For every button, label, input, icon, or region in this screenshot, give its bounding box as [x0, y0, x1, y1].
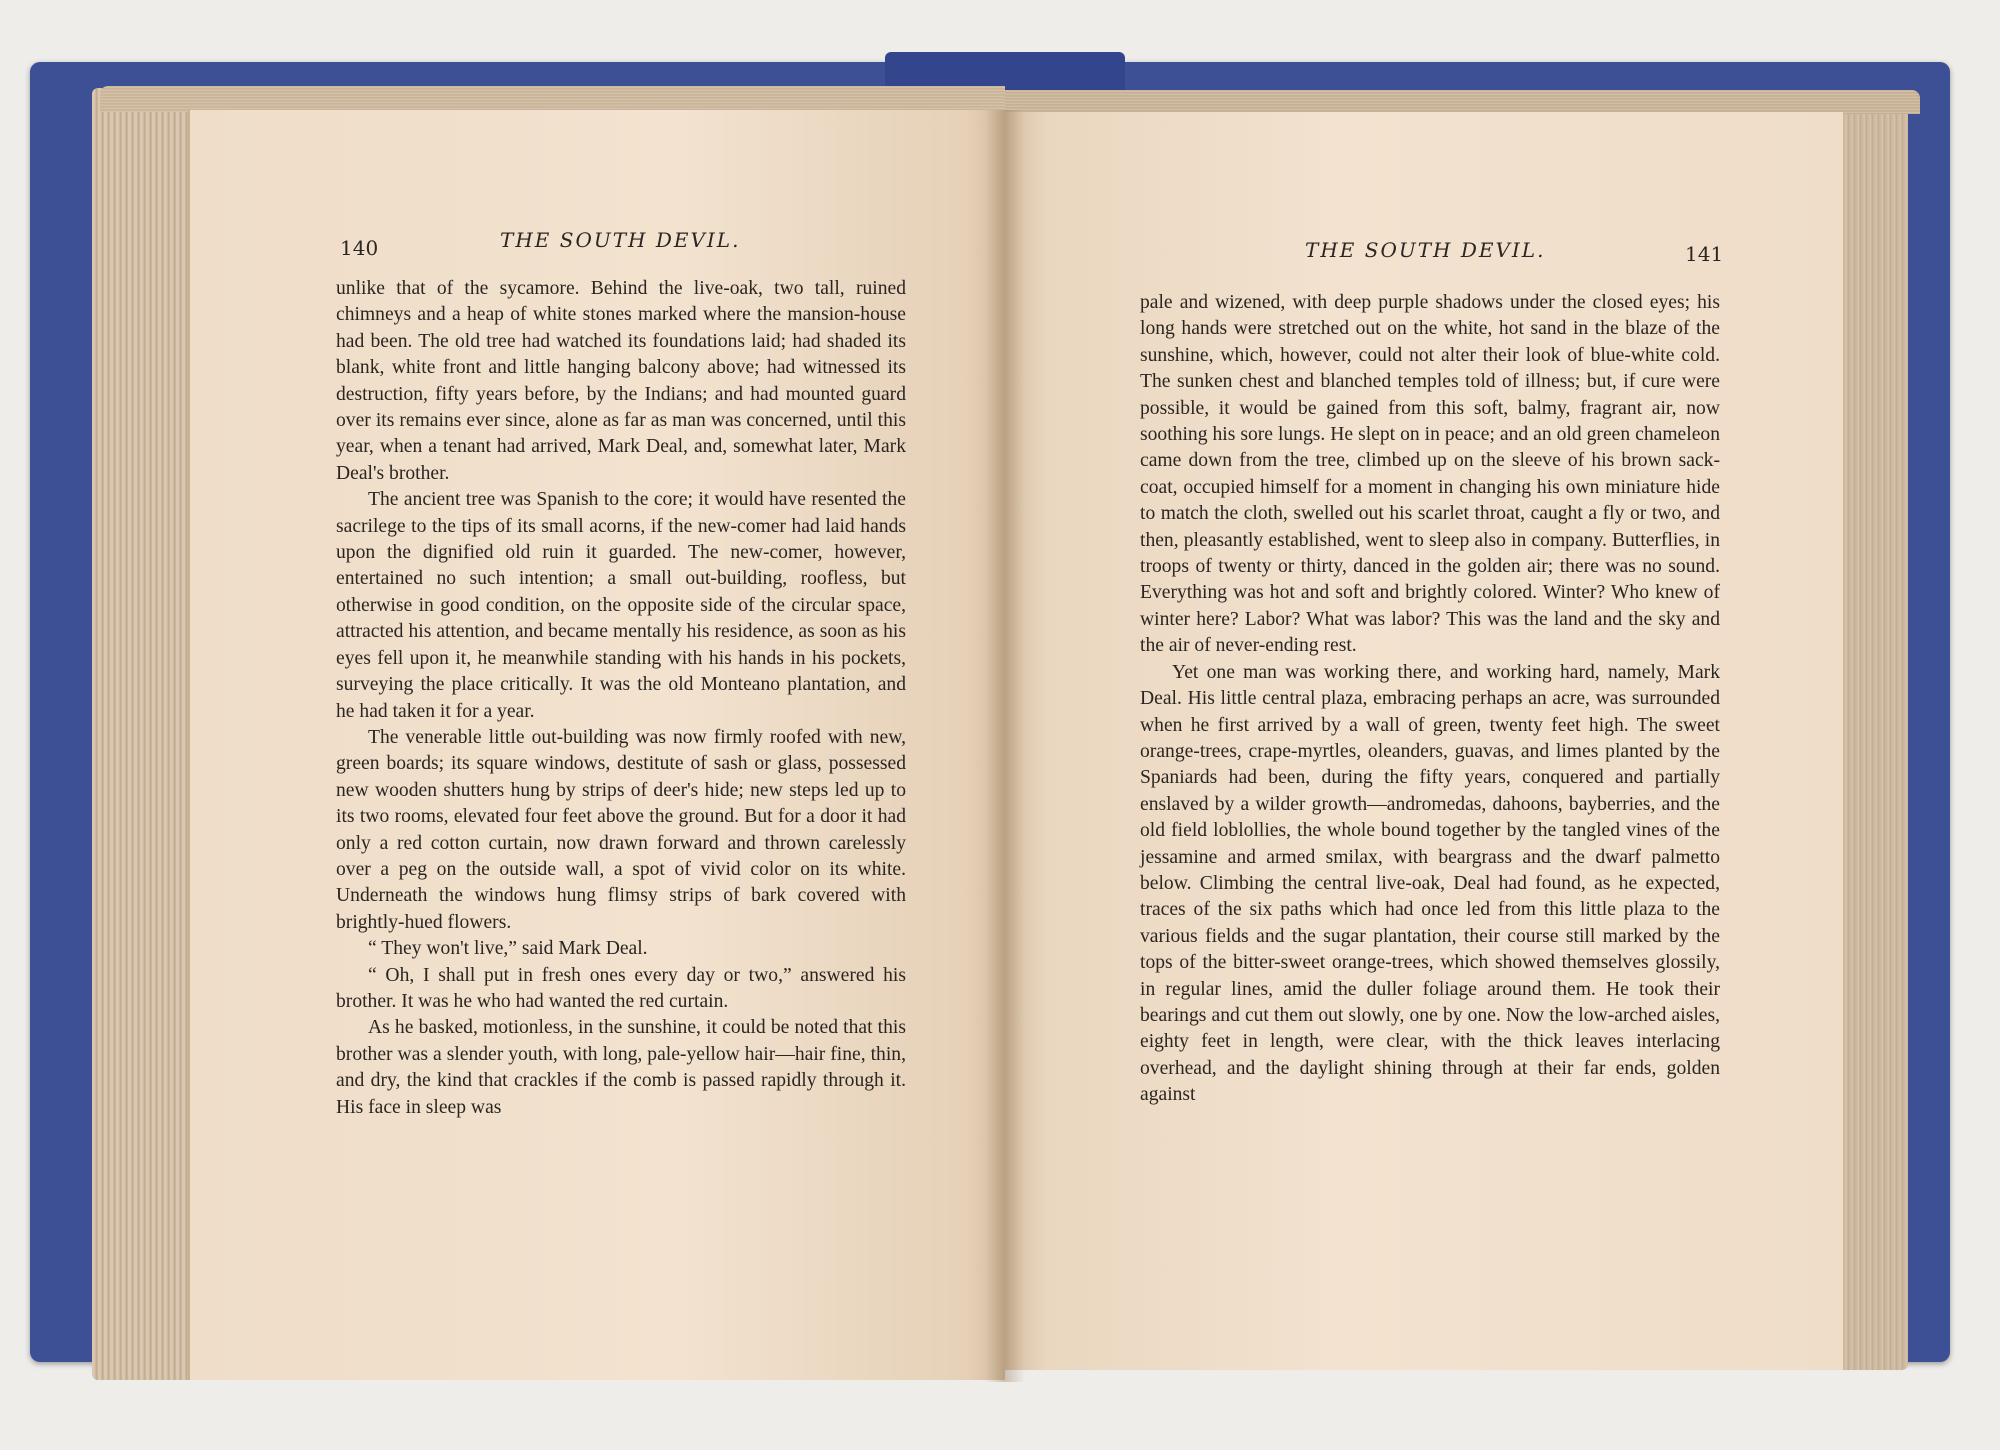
right-running-head: THE SOUTH DEVIL. — [1305, 238, 1546, 262]
paragraph: As he basked, motionless, in the sunshine, it could be noted that this brother was a slender youth, with long, pale-yellow hair—hair fine, thin, and dry, the kind that crackles if the comb is passed rapidly through it. His face in sleep was — [336, 1017, 906, 1118]
paragraph: unlike that of the sycamore. Behind the live-oak, two tall, ruined chimneys and a heap of white stones marked where the mansion-house had been. The old tree had watched its foundations laid; had shaded its blank, white front and little hanging balcony above; had witnessed its destruction, fifty years before, by the Indians; and had mounted guard over its remains ever since, alone as far as man was concerned, until this year, when a tenant had arrived, Mark Deal, and, somewhat later, Mark Deal's brother. — [336, 278, 906, 484]
paragraph: pale and wizened, with deep purple shadows under the closed eyes; his long hands were stretched out on the white, hot sand in the blaze of the sunshine, which, however, could not alter their look of blue-white cold. The sunken chest and blanched temples told of illness; but, if cure were possible, it would be gained from this soft, balmy, fragrant air, now soothing his sore lungs. He slept on in peace; and an old green chameleon came down from the tree, climbed up on the sleeve of his brown sack-coat, occupied himself for a moment in changing his own miniature hide to match the cloth, swelled out his scarlet throat, caught a fly or two, and then, pleasantly established, went to sleep also in company. Butterflies, in troops of twenty or thirty, danced in the golden air; there was no sound. Everything was hot and soft and brightly colored. Winter? Who knew of winter here? Labor? What was labor? This was the land and the sky and the air of never-ending rest. — [1140, 292, 1720, 657]
left-page-number: 140 — [340, 236, 379, 260]
page-edges-right — [1838, 100, 1908, 1370]
left-running-head: THE SOUTH DEVIL. — [500, 228, 741, 252]
right-page — [1005, 112, 1843, 1370]
paragraph: The ancient tree was Spanish to the core; it would have resented the sacrilege to the tips of its small acorns, if the new-comer had laid hands upon the dignified old ruin it guarded. The new-comer, however, entertained no such intention; a small out-building, roofless, but otherwise in good condition, on the opposite side of the circular space, attracted his attention, and became mentally his residence, as soon as his eyes fell upon it, he meanwhile standing with his hands in his pockets, surveying the place critically. It was the old Monteano plantation, and he had taken it for a year. — [336, 489, 906, 722]
paragraph: “ They won't live,” said Mark Deal. — [368, 938, 648, 960]
left-page — [190, 110, 1005, 1380]
top-page-edges-left — [100, 86, 1005, 112]
right-page-number: 141 — [1685, 242, 1724, 266]
paragraph: The venerable little out-building was now firmly roofed with new, green boards; its square windows, destitute of sash or glass, possessed new wooden shutters hung by strips of deer's hide; new steps led up to its two rooms, elevated four feet above the ground. But for a door it had only a red cotton curtain, now drawn forward and thrown carelessly over a peg on the outside wall, a spot of vivid color on its white. Underneath the windows hung flimsy strips of bark covered with brightly-hued flowers. — [336, 726, 906, 933]
top-page-edges-right — [1005, 90, 1920, 114]
right-page-text — [1140, 290, 1720, 1109]
paragraph: Yet one man was working there, and working hard, namely, Mark Deal. His little central plaza, embracing perhaps an acre, was surrounded when he first arrived by a wall of green, twenty feet high. The sweet orange-trees, crape-myrtles, oleanders, guavas, and limes planted by the Spaniards had been, during the fifty years, conquered and partially enslaved by a wilder growth—andromedas, dahoons, bayberries, and the old field loblollies, the whole bound together by the tangled vines of the jessamine and armed smilax, with beargrass and the dwarf palmetto below. Climbing the central live-oak, Deal had found, as he expected, traces of the six paths which had once led from this little plaza to the various fields and the sugar plantation, their course still marked by the tops of the bitter-sweet orange-trees, which showed themselves glossily, in regular lines, amid the duller foliage around them. He took their bearings and cut them out slowly, one by one. Now the low-arched aisles, eighty feet in length, were clear, with the thick leaves interlacing overhead, and the daylight shining through at their far ends, golden against — [1140, 661, 1720, 1106]
page-edges-left — [92, 88, 192, 1380]
book-gutter — [985, 110, 1025, 1382]
paragraph: “ Oh, I shall put in fresh ones every day or two,” answered his brother. It was he who had wanted the red curtain. — [336, 964, 906, 1012]
left-page-text — [336, 276, 906, 1121]
